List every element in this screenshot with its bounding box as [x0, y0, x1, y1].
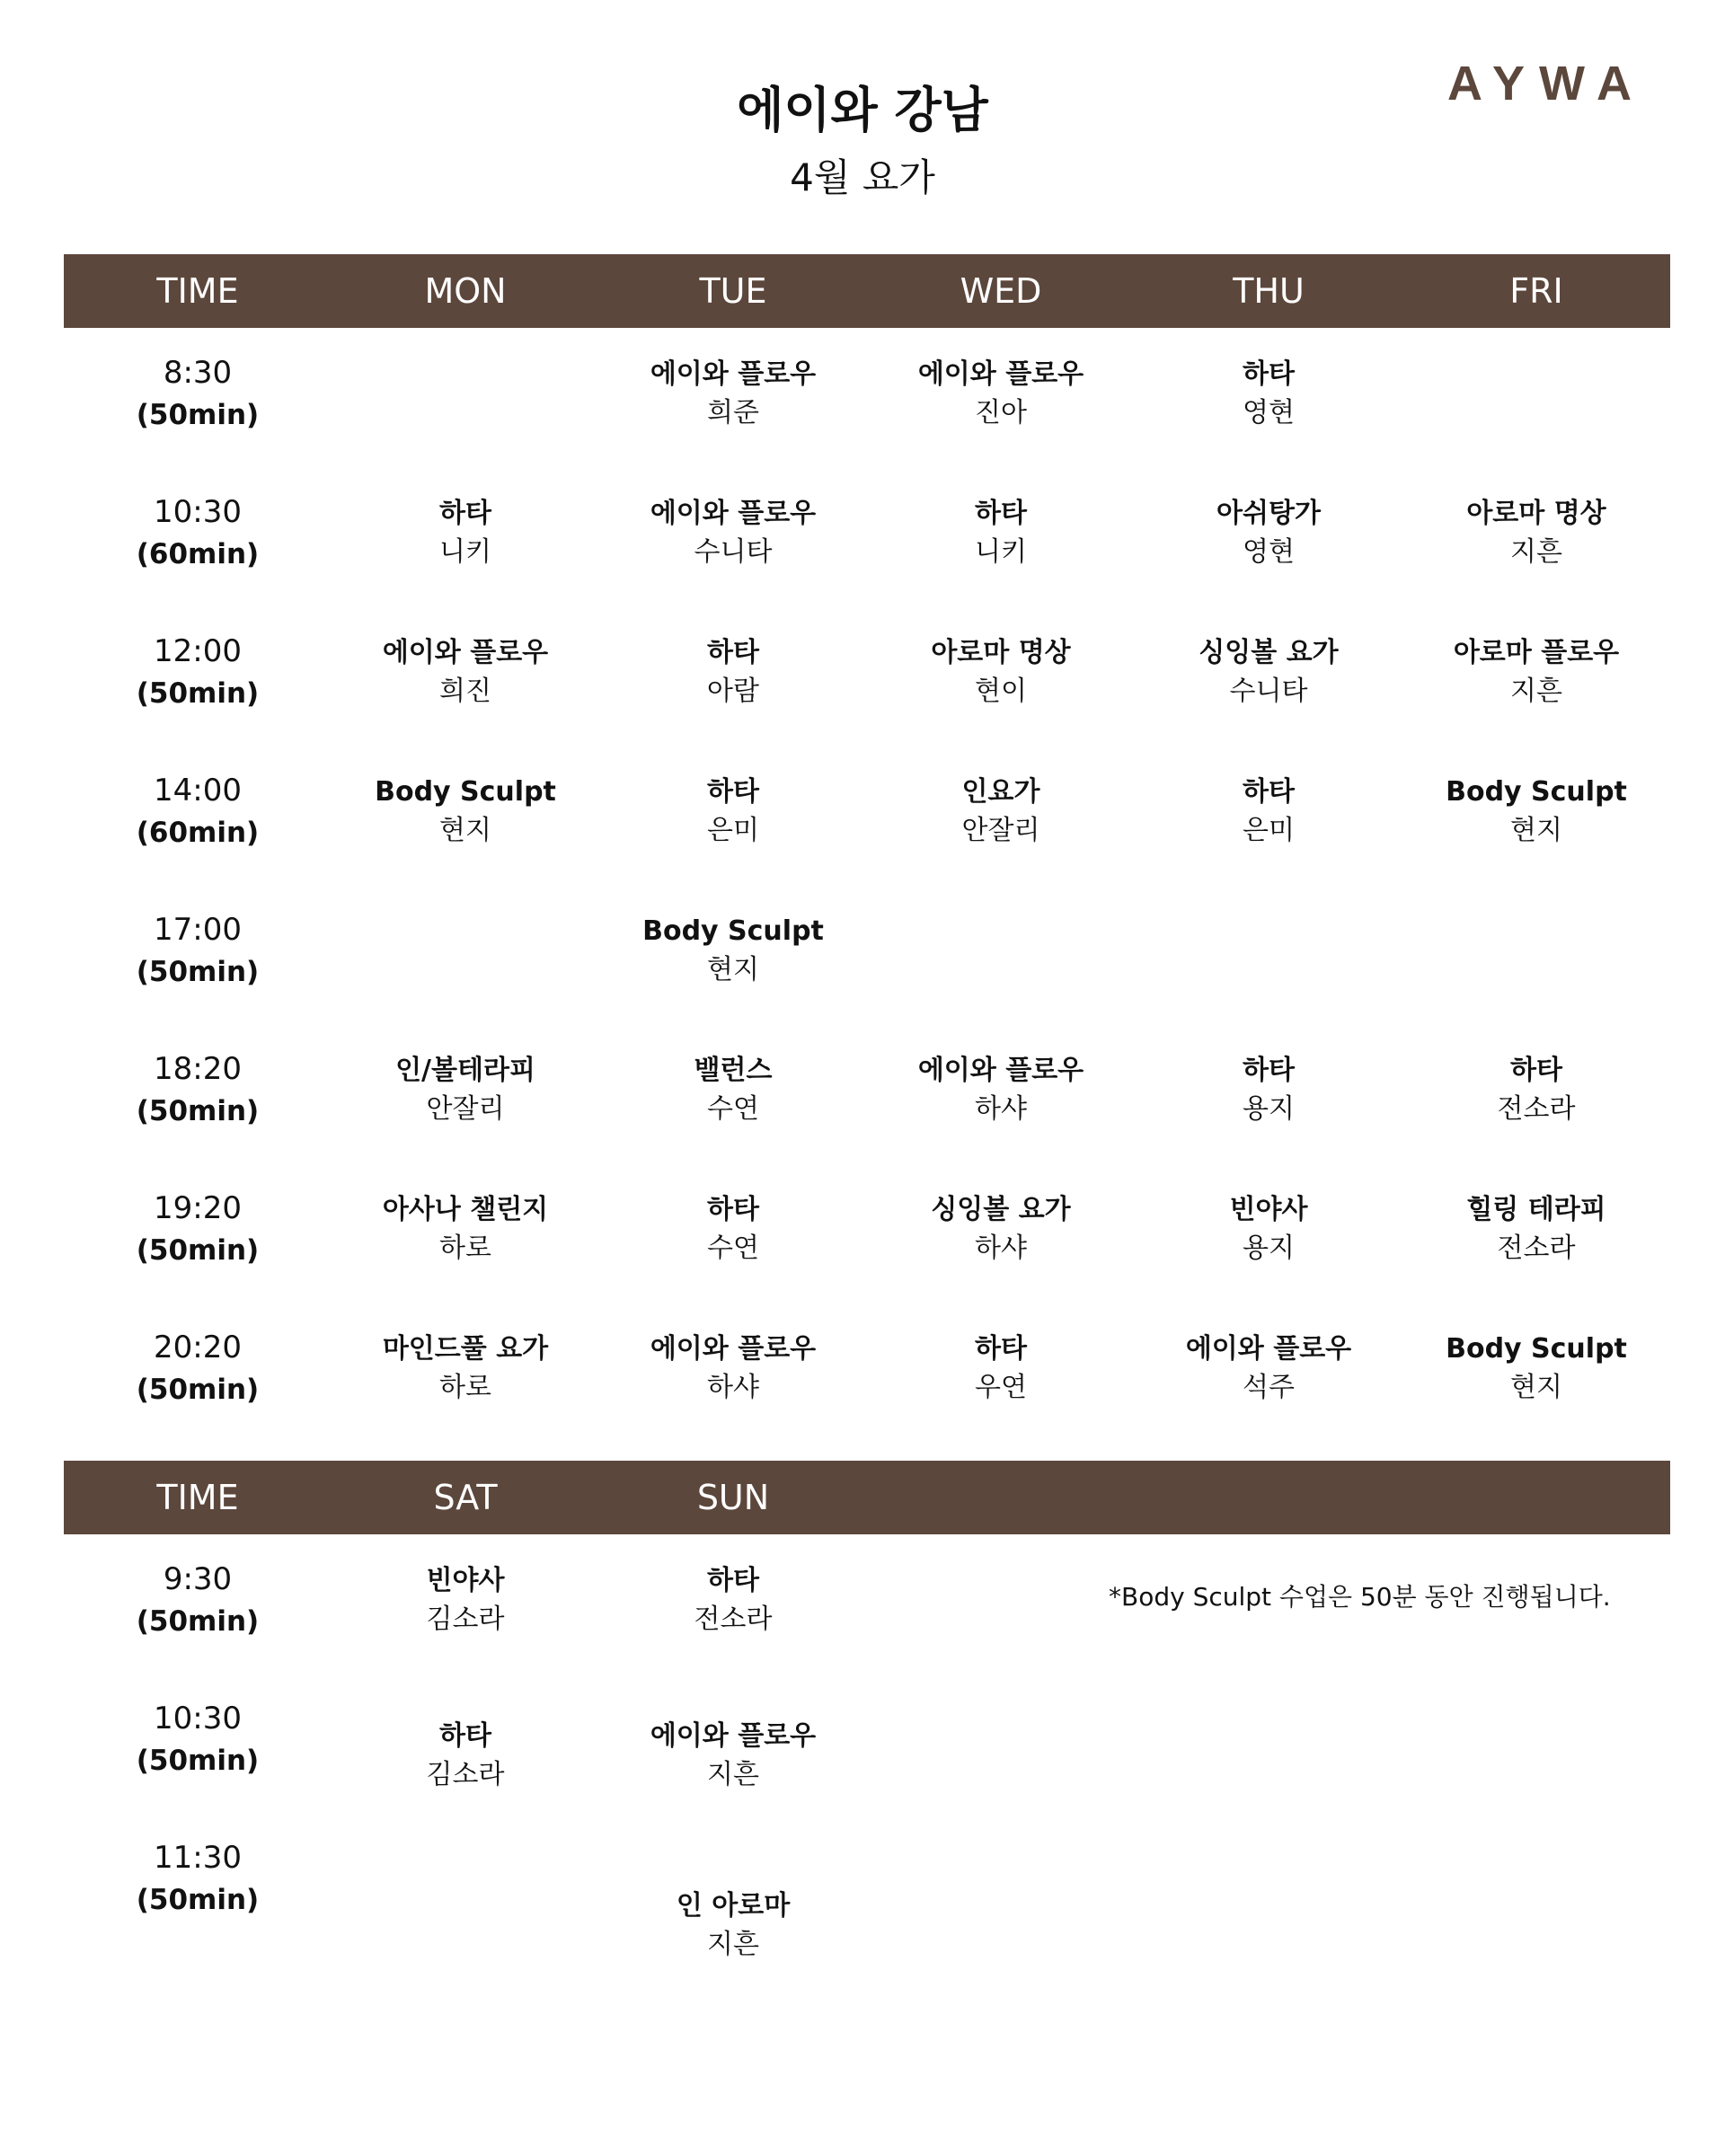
time-duration: (50min) — [136, 1374, 260, 1406]
class-cell — [599, 1303, 867, 1442]
class-teacher: 하샤 — [975, 1093, 1027, 1125]
time-cell — [64, 1534, 332, 1674]
class-cell — [1135, 328, 1402, 467]
class-cell — [332, 1674, 599, 1813]
time-cell — [64, 328, 332, 467]
class-teacher: 하샤 — [975, 1233, 1027, 1264]
class-cell — [332, 606, 599, 746]
class-teacher: 지흔 — [707, 1929, 759, 1960]
class-cell — [599, 885, 867, 1024]
class-teacher: 용지 — [1243, 1233, 1295, 1264]
weekend-row — [64, 1813, 1670, 1960]
class-cell — [599, 328, 867, 467]
weekend-header-sun: SUN — [696, 1478, 770, 1517]
time-cell — [64, 467, 332, 606]
weekday-row — [64, 328, 1670, 467]
class-cell — [599, 1674, 867, 1813]
weekday-row — [64, 746, 1670, 885]
time-start: 9:30 — [163, 1561, 233, 1597]
class-name: 에이와 플로우 — [917, 1055, 1084, 1086]
class-name: 힐링 테라피 — [1466, 1194, 1606, 1225]
time-cell — [64, 746, 332, 885]
class-name: 인 아로마 — [676, 1890, 791, 1922]
class-teacher: 지흔 — [707, 1759, 759, 1790]
time-duration: (50min) — [136, 1884, 260, 1916]
class-name: Body Sculpt — [642, 915, 824, 947]
class-teacher: 진아 — [975, 397, 1027, 429]
class-cell — [1135, 885, 1402, 1024]
class-name: 하타 — [439, 1720, 491, 1752]
class-teacher: 은미 — [1243, 815, 1295, 846]
weekday-header-mon: MON — [424, 271, 507, 311]
time-start: 20:20 — [154, 1330, 242, 1365]
class-name: 하타 — [1243, 358, 1295, 390]
class-cell — [1402, 1303, 1670, 1442]
time-cell — [64, 1163, 332, 1303]
class-teacher: 영현 — [1243, 397, 1295, 429]
time-cell — [64, 606, 332, 746]
class-name: 아로마 명상 — [1466, 498, 1606, 529]
class-cell — [867, 746, 1135, 885]
time-duration: (50min) — [136, 956, 260, 988]
class-teacher: 하로 — [439, 1372, 491, 1403]
class-teacher: 현지 — [439, 815, 491, 846]
time-duration: (50min) — [136, 1234, 260, 1267]
class-cell — [1135, 1024, 1402, 1163]
class-cell — [1135, 606, 1402, 746]
class-teacher: 우연 — [975, 1372, 1027, 1403]
weekday-row — [64, 467, 1670, 606]
class-cell — [1402, 467, 1670, 606]
class-cell — [867, 606, 1135, 746]
class-name: 에이와 플로우 — [917, 358, 1084, 390]
class-name: 하타 — [1243, 1055, 1295, 1086]
time-start: 10:30 — [154, 1701, 242, 1736]
class-teacher: 수니타 — [1229, 676, 1308, 707]
class-teacher: 전소라 — [694, 1604, 773, 1635]
weekend-row — [64, 1674, 1670, 1813]
weekday-row — [64, 1024, 1670, 1163]
page-subtitle: 4월 요가 — [790, 155, 935, 199]
class-name: 하타 — [1243, 776, 1295, 808]
class-teacher: 희진 — [439, 676, 491, 707]
class-teacher: 지흔 — [1510, 536, 1562, 568]
weekday-row — [64, 1303, 1670, 1442]
time-start: 11:30 — [154, 1840, 242, 1876]
class-cell — [1135, 1303, 1402, 1442]
time-cell — [64, 1674, 332, 1813]
class-name: 하타 — [707, 1565, 759, 1596]
class-cell — [1135, 467, 1402, 606]
time-duration: (50min) — [136, 1745, 260, 1777]
class-teacher: 영현 — [1243, 536, 1295, 568]
weekday-header-fri: FRI — [1509, 271, 1563, 311]
weekend-header-time: TIME — [156, 1478, 239, 1517]
class-name: 하타 — [707, 637, 759, 668]
weekday-schedule-grid — [64, 328, 1670, 1442]
class-name: 하타 — [975, 498, 1027, 529]
class-name: 에이와 플로우 — [650, 1720, 817, 1752]
class-teacher: 김소라 — [426, 1759, 505, 1790]
class-cell — [867, 1303, 1135, 1442]
class-name: 밸런스 — [694, 1055, 773, 1086]
time-cell — [64, 885, 332, 1024]
class-teacher: 안잘리 — [426, 1093, 505, 1125]
class-teacher: 수연 — [707, 1093, 759, 1125]
class-cell — [599, 1024, 867, 1163]
class-name: 하타 — [975, 1333, 1027, 1365]
class-teacher: 하로 — [439, 1233, 491, 1264]
time-start: 14:00 — [154, 773, 242, 808]
time-start: 8:30 — [163, 355, 233, 391]
class-name: 하타 — [439, 498, 491, 529]
class-name: 하타 — [1510, 1055, 1562, 1086]
time-duration: (60min) — [136, 817, 260, 849]
weekend-header-bar — [64, 1461, 1670, 1534]
time-duration: (50min) — [136, 399, 260, 431]
class-cell — [1402, 885, 1670, 1024]
class-name: 하타 — [707, 776, 759, 808]
time-duration: (50min) — [136, 677, 260, 710]
brand-logo: AYWA — [1446, 57, 1646, 110]
time-duration: (50min) — [136, 1605, 260, 1638]
weekday-row — [64, 606, 1670, 746]
class-cell — [332, 328, 599, 467]
class-name: Body Sculpt — [1446, 1333, 1627, 1365]
class-name: 싱잉볼 요가 — [931, 1194, 1071, 1225]
class-name: 아로마 명상 — [931, 637, 1071, 668]
class-name: 에이와 플로우 — [1185, 1333, 1352, 1365]
time-start: 17:00 — [154, 912, 242, 948]
class-teacher: 김소라 — [426, 1604, 505, 1635]
class-cell — [599, 1813, 867, 1960]
class-name: Body Sculpt — [1446, 776, 1627, 808]
class-name: 에이와 플로우 — [650, 1333, 817, 1365]
weekday-row — [64, 885, 1670, 1024]
time-cell — [64, 1024, 332, 1163]
weekend-header-sat: SAT — [433, 1478, 498, 1517]
class-cell — [867, 885, 1135, 1024]
class-name: 인요가 — [961, 776, 1040, 808]
class-cell — [1402, 328, 1670, 467]
class-teacher: 현이 — [975, 676, 1027, 707]
class-teacher: 지흔 — [1510, 676, 1562, 707]
class-teacher: 니키 — [439, 536, 491, 568]
weekday-row — [64, 1163, 1670, 1303]
class-name: Body Sculpt — [375, 776, 556, 808]
class-name: 빈야사 — [1229, 1194, 1308, 1225]
class-name: 에이와 플로우 — [650, 498, 817, 529]
class-name: 인/볼테라피 — [395, 1055, 535, 1086]
class-cell — [1135, 746, 1402, 885]
class-teacher: 안잘리 — [961, 815, 1040, 846]
class-cell — [332, 1024, 599, 1163]
class-teacher: 현지 — [1510, 1372, 1562, 1403]
class-name: 마인드풀 요가 — [382, 1333, 549, 1365]
class-cell — [332, 746, 599, 885]
time-duration: (60min) — [136, 538, 260, 570]
weekday-header-thu: THU — [1233, 271, 1305, 311]
class-cell — [332, 885, 599, 1024]
class-cell — [599, 467, 867, 606]
class-name: 아쉬탕가 — [1216, 498, 1321, 529]
time-duration: (50min) — [136, 1095, 260, 1127]
class-cell — [867, 1163, 1135, 1303]
weekday-header-tue: TUE — [699, 271, 767, 311]
class-name: 아사나 챌린지 — [382, 1194, 549, 1225]
class-cell — [599, 746, 867, 885]
time-start: 12:00 — [154, 633, 242, 669]
class-cell — [599, 606, 867, 746]
class-name: 아로마 플로우 — [1453, 637, 1620, 668]
time-start: 10:30 — [154, 494, 242, 530]
weekday-header-wed: WED — [960, 271, 1042, 311]
class-teacher: 현지 — [1510, 815, 1562, 846]
page-title: 에이와 강남 — [737, 82, 988, 138]
class-teacher: 용지 — [1243, 1093, 1295, 1125]
class-cell — [1402, 746, 1670, 885]
class-cell — [867, 1024, 1135, 1163]
class-cell — [599, 1163, 867, 1303]
class-teacher: 아람 — [707, 676, 759, 707]
class-teacher: 전소라 — [1497, 1093, 1576, 1125]
class-cell — [332, 1303, 599, 1442]
class-teacher: 하샤 — [707, 1372, 759, 1403]
class-cell — [867, 467, 1135, 606]
time-start: 19:20 — [154, 1190, 242, 1226]
class-name: 하타 — [707, 1194, 759, 1225]
class-name: 싱잉볼 요가 — [1199, 637, 1339, 668]
class-cell — [1402, 1163, 1670, 1303]
class-cell — [1402, 606, 1670, 746]
class-cell — [332, 467, 599, 606]
class-teacher: 수연 — [707, 1233, 759, 1264]
class-teacher: 희준 — [707, 397, 759, 429]
class-cell — [332, 1163, 599, 1303]
class-teacher: 현지 — [707, 954, 759, 985]
class-cell — [332, 1534, 599, 1674]
class-name: 빈야사 — [426, 1565, 505, 1596]
time-cell — [64, 1303, 332, 1442]
body-sculpt-note: *Body Sculpt 수업은 50분 동안 진행됩니다. — [1109, 1582, 1611, 1612]
class-teacher: 수니타 — [694, 536, 773, 568]
class-cell — [332, 1813, 599, 1952]
time-start: 18:20 — [154, 1051, 242, 1087]
class-cell — [1135, 1163, 1402, 1303]
class-name: 에이와 플로우 — [382, 637, 549, 668]
class-cell — [599, 1534, 867, 1674]
class-teacher: 석주 — [1243, 1372, 1295, 1403]
class-teacher: 은미 — [707, 815, 759, 846]
class-teacher: 전소라 — [1497, 1233, 1576, 1264]
class-cell — [1402, 1024, 1670, 1163]
weekday-header-time: TIME — [156, 271, 239, 311]
class-teacher: 니키 — [975, 536, 1027, 568]
weekday-header-bar — [64, 254, 1670, 328]
class-cell — [867, 328, 1135, 467]
class-name: 에이와 플로우 — [650, 358, 817, 390]
time-cell — [64, 1813, 332, 1952]
